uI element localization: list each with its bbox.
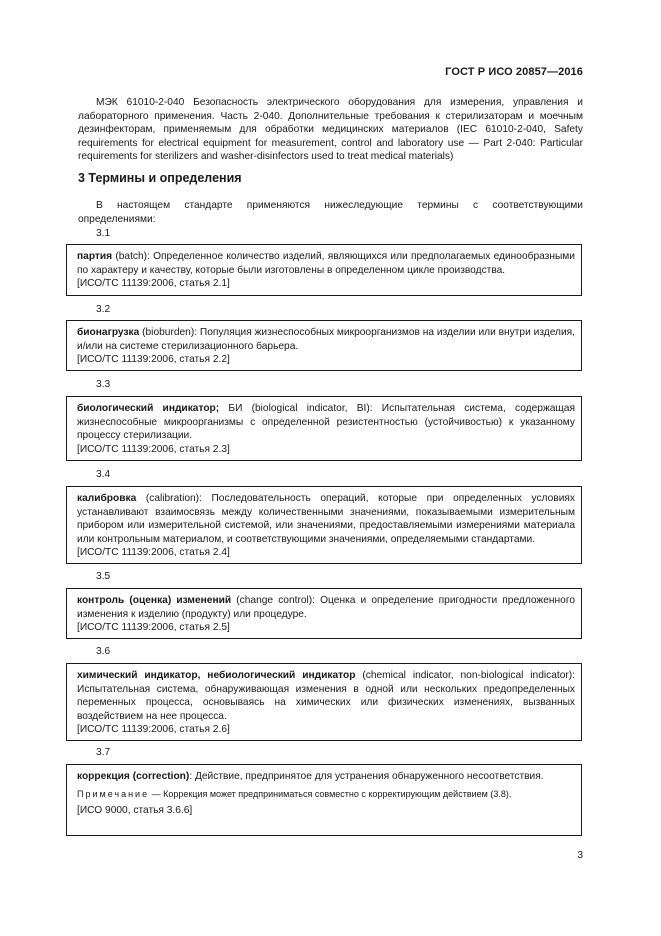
term-number: 3.4 (96, 469, 111, 480)
term-box (66, 486, 582, 564)
note-label: Примечание (77, 788, 150, 799)
term-name: коррекция (correction) (77, 771, 190, 782)
term-definition (77, 250, 575, 277)
term-text: (bioburden): Популяция жизнеспособных микроорганизмов на изделии или внутри изделия, и/или на системе стерилизационного барьера. (77, 327, 576, 352)
term-name: калибровка (77, 493, 137, 504)
term-name: партия (77, 251, 113, 262)
term-number: 3.3 (96, 379, 111, 390)
term-note (77, 788, 575, 802)
term-box (66, 588, 582, 639)
term-reference: [ИСО 9000, статья 3.6.6] (77, 805, 193, 817)
term-number: 3.1 (96, 228, 111, 239)
term-number: 3.7 (96, 747, 111, 758)
normative-reference-paragraph: МЭК 61010-2-040 Безопасность электрического оборудования для измерения, управления и лабораторного применения. Часть 2-040. Дополнительные требования к стерилизаторам и моечным дезинфекторам, применяемым для обработки медицинских материалов (IEC 61010-2-040, Safety requirements for electrical equipment for measurement, control and laboratory use — Part 2-040: Particular requirements for sterilizers and washer-disinfectors used to treat medical materials) (78, 97, 583, 163)
term-number: 3.2 (96, 304, 111, 315)
term-text: (batch): Определенное количество изделий, являющихся или предполагаемых единообразными по характеру и качеству, которые были изготовлены в определенном цикле производства. (77, 251, 575, 276)
term-box (66, 663, 582, 741)
term-name: химический индикатор, небиологический индикатор (77, 670, 356, 681)
term-definition (77, 402, 575, 443)
term-definition (77, 594, 575, 621)
term-number: 3.5 (96, 571, 111, 582)
term-reference: [ИСО/ТС 11139:2006, статья 2.1] (77, 278, 230, 290)
term-reference: [ИСО/ТС 11139:2006, статья 2.4] (77, 547, 230, 559)
term-number: 3.6 (96, 646, 111, 657)
section-title: 3 Термины и определения (78, 171, 242, 185)
page-number: 3 (577, 850, 583, 861)
term-definition (77, 770, 575, 784)
term-reference: [ИСО/ТС 11139:2006, статья 2.5] (77, 622, 230, 634)
term-name: бионагрузка (77, 327, 140, 338)
term-text: БИ (biological indicator, BI): Испытательная система, содержащая жизнеспособные микроорганизмы с определенной резистентностью (устойчивостью) к указанному процессу стерилизации. (77, 403, 575, 442)
term-name: контроль (оценка) изменений (77, 595, 232, 606)
term-reference: [ИСО/ТС 11139:2006, статья 2.2] (77, 354, 230, 366)
term-definition (77, 492, 575, 546)
term-box (66, 320, 582, 371)
term-definition (77, 326, 575, 353)
note-text: — Коррекция может предприниматься совместно с корректирующим действием (3.8). (149, 788, 512, 799)
term-reference: [ИСО/ТС 11139:2006, статья 2.3] (77, 443, 230, 455)
document-id-header: ГОСТ Р ИСО 20857—2016 (445, 66, 583, 78)
term-name: биологический индикатор; (77, 403, 220, 414)
term-box (66, 764, 582, 836)
term-text: (calibration): Последовательность операций, которые при определенных условиях устанавливают взаимосвязь между количественными значениями, показываемыми измерительным прибором или измерительной системой, или значениями, предоставляемыми измерениями материала или контрольным материалом, и соответствующими значениями, определяемыми стандартами. (77, 493, 575, 545)
term-definition (77, 669, 575, 723)
term-reference: [ИСО/ТС 11139:2006, статья 2.6] (77, 724, 230, 736)
term-box (66, 396, 582, 461)
term-text: : Действие, предпринятое для устранения обнаруженного несоответствия. (189, 771, 544, 782)
term-text: (change control): Оценка и определение пригодности предложенного изменения к изделию (продукту) или процедуре. (77, 595, 575, 620)
term-text: (chemical indicator, non-biological indicator): Испытательная система, обнаруживающая изменения в одной или нескольких предопределенных переменных процесса, основываясь на химических или физических изменениях, вызванных воздействием на нее процесса. (77, 670, 575, 722)
term-box (66, 244, 582, 296)
section-intro-paragraph: В настоящем стандарте применяются нижеследующие термины с соответствующими определениями: (78, 200, 583, 225)
